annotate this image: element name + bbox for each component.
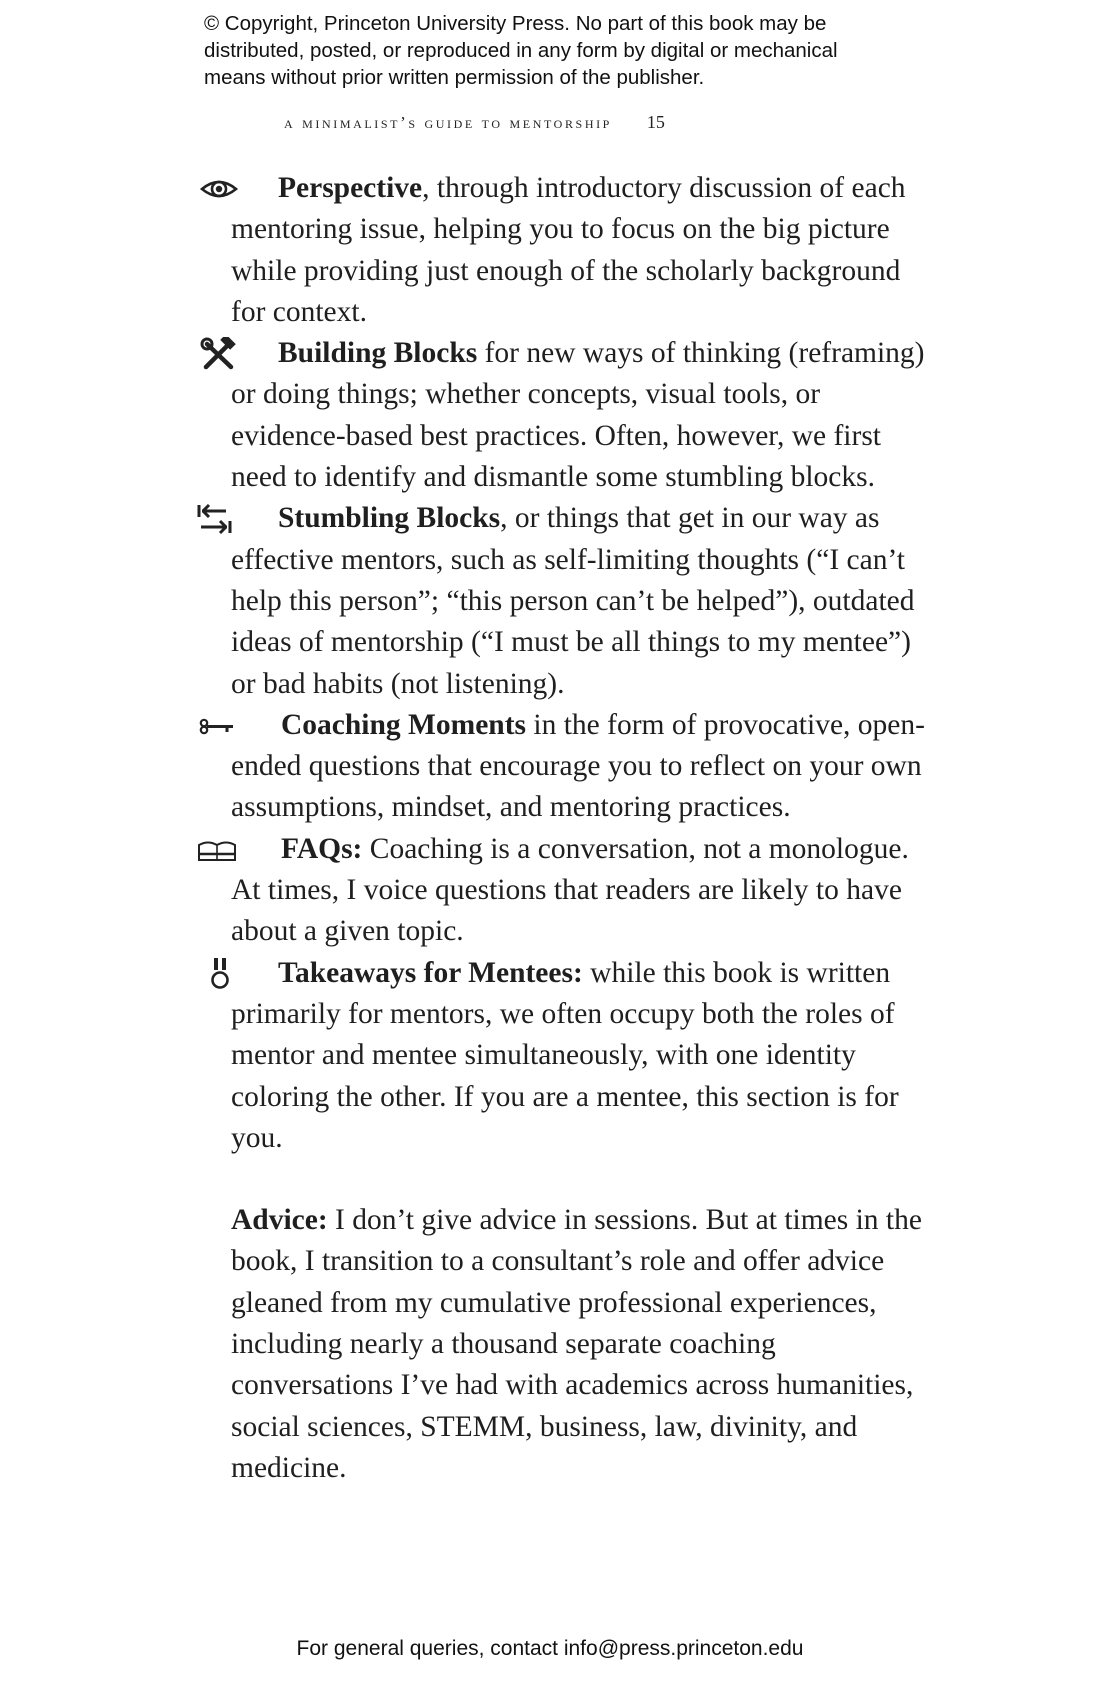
- eye-icon: [199, 172, 239, 206]
- swap-arrows-icon: [195, 502, 235, 536]
- running-head: [284, 112, 665, 133]
- page-number: 15: [646, 112, 665, 132]
- copyright-line-1: © Copyright, Princeton University Press. No part of this book may be: [204, 12, 827, 35]
- entry-text: , through introductory discussion of each mentoring issue, helping you to focus on the big picture while providing just enough of the scholarly background for context.: [231, 172, 906, 328]
- key-icon: [197, 709, 237, 743]
- copyright-line-2: distributed, posted, or reproduced in any form by digital or mechanical: [204, 39, 838, 62]
- entry-term: Perspective: [278, 172, 423, 204]
- entry-perspective: [231, 168, 931, 333]
- entry-text: in the form of provocative, open-ended questions that encourage you to reflect on your own assumptions, mindset, and mentoring practices.: [231, 708, 925, 824]
- advice-text: I don’t give advice in sessions. But at times in the book, I transition to a consultant’s role and offer advice gleaned from my cumulative professional experiences, including nearly a thousand separate coaching conversations I’ve had with academics across humanities, social sciences, STEMM, business, law, divinity, and medicine.: [231, 1204, 922, 1484]
- entry-text: while this book is written primarily for mentors, we often occupy both the roles of mentor and mentee simultaneously, with one identity coloring the other. If you are a mentee, this section is for you.: [231, 956, 899, 1154]
- entry-term: Building Blocks: [278, 337, 478, 370]
- entry-text: , or things that get in our way as effective mentors, such as self-limiting thoughts (“I can’t help this person”; “this person can’t be helped”), outdated ideas of mentorship (“I must be all things to my mentee”) or bad habits (not listening).: [231, 502, 915, 700]
- entry-faqs: [231, 829, 931, 953]
- advice-term: Advice:: [231, 1204, 328, 1237]
- entry-term: Takeaways for Mentees:: [278, 956, 583, 989]
- medal-icon: [205, 957, 245, 991]
- entry-term: Coaching Moments: [281, 708, 527, 741]
- copyright-notice: [204, 10, 924, 91]
- footer-contact: For general queries, contact info@press.princeton.edu: [296, 1637, 804, 1660]
- entry-building-blocks: [231, 333, 931, 498]
- copyright-line-3: means without prior written permission of the publisher.: [204, 66, 705, 89]
- open-book-icon: [197, 833, 237, 867]
- entry-coaching-moments: [231, 705, 931, 829]
- advice-paragraph: [231, 1200, 931, 1489]
- page-body: [231, 168, 931, 1489]
- entry-text: for new ways of thinking (reframing) or doing things; whether concepts, visual tools, or evidence-based best practices. Often, however, we first need to identify and dismantle some stumbling blocks.: [231, 337, 925, 494]
- entry-term: FAQs:: [281, 832, 363, 865]
- entry-takeaways: [231, 953, 931, 1159]
- running-head-title: a minimalist’s guide to mentorship: [284, 113, 612, 132]
- entry-stumbling-blocks: [231, 498, 931, 704]
- entry-text: Coaching is a conversation, not a monologue. At times, I voice questions that readers are likely to have about a given topic.: [231, 832, 909, 948]
- hammer-wrench-icon: [199, 337, 239, 371]
- entry-term: Stumbling Blocks: [278, 502, 501, 535]
